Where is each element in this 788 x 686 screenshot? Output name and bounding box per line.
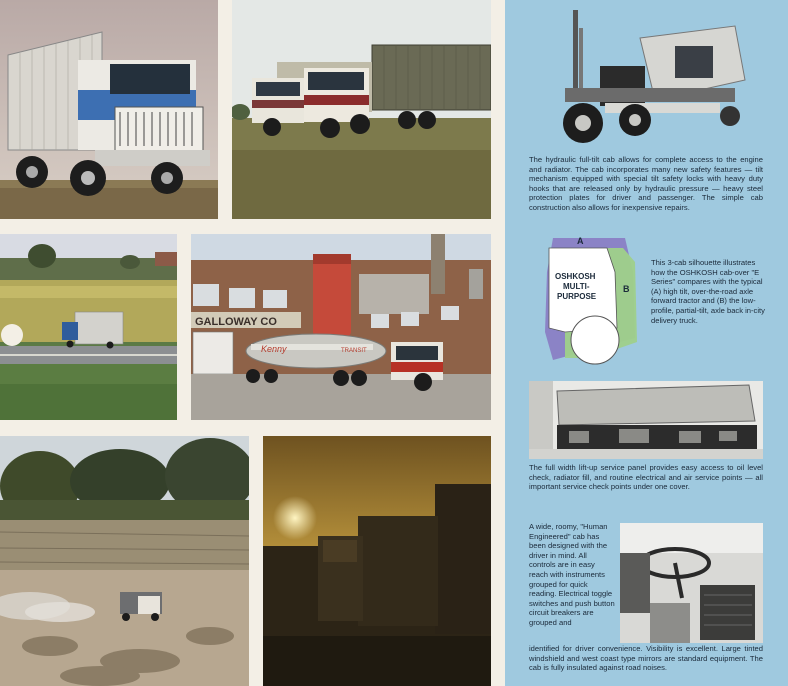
silhouette-label-main-3: PURPOSE	[557, 292, 597, 301]
cab-silhouette-diagram	[535, 232, 643, 370]
photo-road-landscape	[0, 234, 177, 420]
photo-galloway-tanker	[191, 234, 491, 420]
photo-box-truck	[0, 0, 218, 219]
photo-quarry	[0, 436, 249, 686]
service-panel-description: The full width lift-up service panel provides easy access to oil level check, radiator fill, and routine electrical and air service points — all important service check points under one cover.	[529, 463, 763, 492]
cab-description-bottom: identified for driver convenience. Visibility is excellent. Large tinted windshield and west coast type mirrors are standard equipment. The cab is fully insulated against road noises.	[529, 644, 763, 673]
tilt-cab-description: The hydraulic full-tilt cab allows for complete access to the engine and radiator. The cab incorporates many new safety features — tilt mechanism equipped with special tilt safety locks with heavy duty hooks that are released only by hydraulic pressure — heavy steel protection plates for driver and passenger. The simple cab construction also allows for inexpensive repairs.	[529, 155, 763, 212]
tank-transit-text: TRANSIT	[341, 348, 367, 354]
photo-tractor-trailers	[232, 0, 491, 219]
info-panel	[505, 0, 788, 686]
photo-sunset-truck	[263, 436, 491, 686]
cab-description-top: A wide, roomy, "Human Engineered" cab has been designed with the driver in mind. All controls are in easy reach with instruments grouped for quick reading. Electrical toggle switches and push button circuit breakers are grouped and	[529, 522, 615, 627]
photo-service-panel	[529, 381, 763, 459]
silhouette-label-b: B	[623, 284, 630, 294]
silhouette-label-main-1: OSHKOSH	[555, 272, 596, 281]
silhouette-description: This 3-cab silhouette illustrates how the OSHKOSH cab-over "E Series" compares with the typical (A) high tilt, over-the-road axle forward tractor and (B) the low-profile, partial-tilt, axle back in-city delivery truck.	[651, 258, 765, 325]
silhouette-label-a: A	[577, 236, 584, 246]
photo-cab-interior	[620, 523, 763, 643]
photo-tilt-cab	[545, 8, 750, 153]
silhouette-label-main-2: MULTI-	[563, 282, 590, 291]
galloway-sign: GALLOWAY CO	[195, 316, 277, 328]
tank-brand-text: Kenny	[261, 344, 287, 354]
